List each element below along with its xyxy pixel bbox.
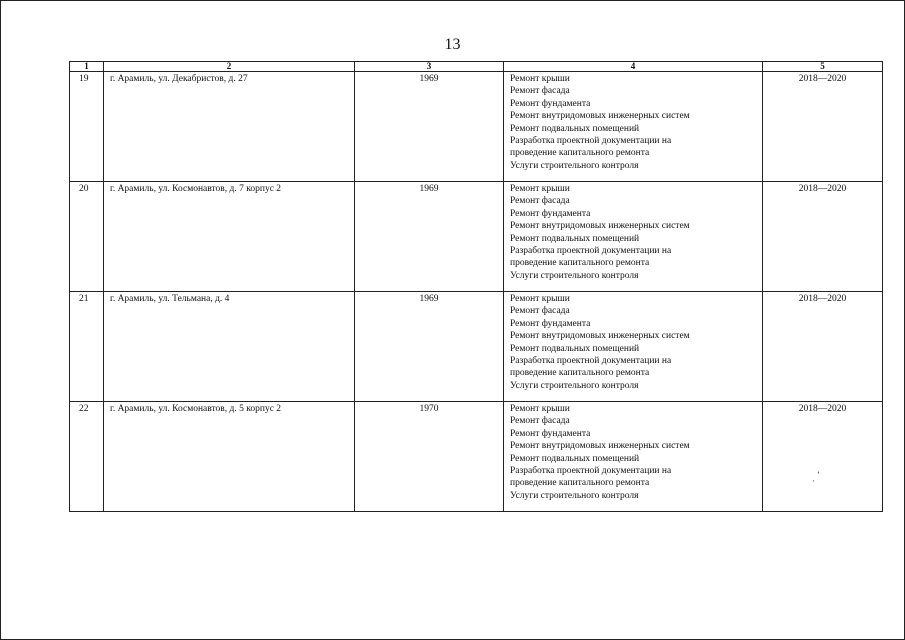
work-item: Ремонт внутридомовых инженерных систем <box>510 441 690 452</box>
work-item: Ремонт фасада <box>510 86 570 97</box>
column-header: 4 <box>504 62 763 72</box>
period-cell-text: 2018—2020 <box>798 184 847 194</box>
year-cell <box>355 292 504 402</box>
work-item: Ремонт внутридомовых инженерных систем <box>510 331 690 342</box>
work-item: Ремонт подвальных помещений <box>510 453 640 464</box>
table-row <box>70 72 883 182</box>
year-cell-text: 1969 <box>419 184 439 194</box>
year-cell-text: 1969 <box>419 74 439 84</box>
row-number-cell <box>70 292 104 402</box>
year-cell <box>355 402 504 512</box>
period-cell-text: 2018—2020 <box>798 74 847 84</box>
work-item: Разработка проектной документации на <box>510 356 672 367</box>
work-item: проведение капитального ремонта <box>510 368 650 379</box>
row-number-cell-text: 19 <box>79 74 89 84</box>
scan-mark: · <box>812 476 815 486</box>
work-item: Услуги строительного контроля <box>510 160 639 171</box>
address-cell-text: г. Арамиль, ул. Космонавтов, д. 5 корпус 2 <box>110 404 282 414</box>
work-item: Услуги строительного контроля <box>510 380 639 391</box>
works-cell <box>504 182 763 292</box>
work-item: Ремонт крыши <box>510 74 570 84</box>
work-item: Ремонт фундамента <box>510 98 591 109</box>
table-row <box>70 292 883 402</box>
work-item: Разработка проектной документации на <box>510 136 672 147</box>
address-cell <box>104 292 355 402</box>
address-cell-text: г. Арамиль, ул. Декабристов, д. 27 <box>110 74 248 84</box>
address-cell <box>104 182 355 292</box>
year-cell <box>355 182 504 292</box>
scan-mark: ʼ <box>817 470 820 480</box>
row-number-cell <box>70 182 104 292</box>
works-cell <box>504 72 763 182</box>
period-cell <box>763 182 883 292</box>
column-header: 5 <box>763 62 883 72</box>
work-item: Разработка проектной документации на <box>510 466 672 477</box>
row-number-cell-text: 21 <box>79 294 89 304</box>
work-item: Ремонт внутридомовых инженерных систем <box>510 111 690 122</box>
address-cell-text: г. Арамиль, ул. Тельмана, д. 4 <box>110 294 230 304</box>
column-header: 1 <box>70 62 104 72</box>
works-cell <box>504 292 763 402</box>
address-cell-text: г. Арамиль, ул. Космонавтов, д. 7 корпус 2 <box>110 184 282 194</box>
year-cell <box>355 72 504 182</box>
year-cell-text: 1970 <box>419 404 439 414</box>
work-item: Ремонт подвальных помещений <box>510 233 640 244</box>
work-item: проведение капитального ремонта <box>510 478 650 489</box>
year-cell-text: 1969 <box>419 294 439 304</box>
work-item: Ремонт фасада <box>510 416 570 427</box>
table-row <box>70 402 883 512</box>
work-item: Ремонт крыши <box>510 184 570 194</box>
header-row <box>70 62 883 72</box>
page-number: 13 <box>444 36 461 53</box>
work-item: Ремонт фасада <box>510 196 570 207</box>
column-header: 2 <box>104 62 355 72</box>
work-item: Услуги строительного контроля <box>510 270 639 281</box>
period-cell-text: 2018—2020 <box>798 294 847 304</box>
row-number-cell <box>70 72 104 182</box>
table-row <box>70 182 883 292</box>
address-cell <box>104 72 355 182</box>
row-number-cell-text: 22 <box>79 404 89 414</box>
period-cell-text: 2018—2020 <box>798 404 847 414</box>
period-cell <box>763 72 883 182</box>
period-cell <box>763 292 883 402</box>
work-item: Ремонт внутридомовых инженерных систем <box>510 221 690 232</box>
work-item: Ремонт подвальных помещений <box>510 123 640 134</box>
work-item: Ремонт фундамента <box>510 318 591 329</box>
work-item: проведение капитального ремонта <box>510 148 650 159</box>
row-number-cell <box>70 402 104 512</box>
work-item: проведение капитального ремонта <box>510 258 650 269</box>
work-item: Ремонт фундамента <box>510 428 591 439</box>
works-cell <box>504 402 763 512</box>
work-item: Ремонт фасада <box>510 306 570 317</box>
period-cell <box>763 402 883 512</box>
work-item: Разработка проектной документации на <box>510 246 672 257</box>
work-item: Ремонт фундамента <box>510 208 591 219</box>
repair-schedule-table <box>69 61 883 512</box>
column-header: 3 <box>355 62 504 72</box>
row-number-cell-text: 20 <box>79 184 89 194</box>
work-item: Ремонт крыши <box>510 404 570 414</box>
address-cell <box>104 402 355 512</box>
work-item: Ремонт крыши <box>510 294 570 304</box>
work-item: Услуги строительного контроля <box>510 490 639 501</box>
work-item: Ремонт подвальных помещений <box>510 343 640 354</box>
